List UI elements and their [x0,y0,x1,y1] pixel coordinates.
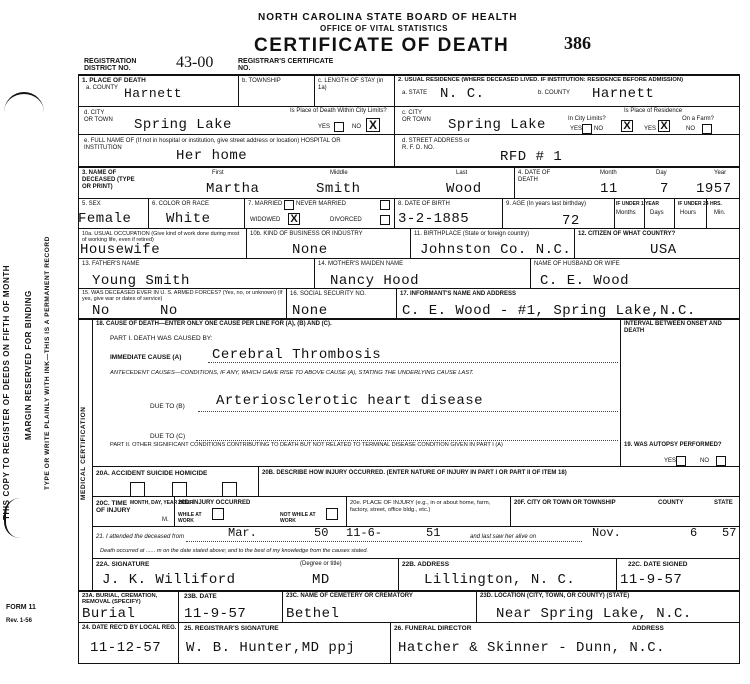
part1-label: PART I. DEATH WAS CAUSED BY: [110,335,213,342]
cause-label: 18. CAUSE OF DEATH—ENTER ONLY ONE CAUSE PER LINE FOR (A), (B) AND (C). [96,321,332,327]
middle-name-value: Smith [316,181,361,197]
place-of-death-label: 1. PLACE OF DEATH [82,77,146,84]
last-saw-month: Nov. [592,526,621,540]
immediate-cause-line [208,362,618,363]
divider [394,198,395,228]
divider [282,590,283,622]
occupation-value: Housewife [80,242,161,258]
never-married-label: NEVER MARRIED [296,201,347,207]
attended-from-day: 50 [314,526,329,540]
sig-address-label: 22B. ADDRESS [402,561,450,568]
registrar-sig-label: 25. REGISTRAR'S SIGNATURE [184,625,279,632]
form-revision: Rev. 1-56 [6,618,32,624]
armed-forces-label: 15. WAS DECEASED EVER IN U. S. ARMED FORCES? (Yes, no, or unknown) (If yes, give war or dates of service) [82,290,283,302]
side-note-binding: MARGIN RESERVED FOR BINDING [24,290,33,440]
days-label: Days [650,210,664,216]
res-state-value: N. C. [440,86,485,102]
res-farm-no-label: NO [686,126,695,132]
age-label: 9. AGE (In years last birthday) [506,201,587,207]
page-title: CERTIFICATE OF DEATH [254,35,510,56]
reg-district-value: 43-00 [176,54,214,71]
father-label: 13. FATHER'S NAME [82,261,140,267]
res-county-label: b. COUNTY [538,90,571,96]
informant-label: 17. INFORMANT'S NAME AND ADDRESS [400,291,516,297]
spouse-value: C. E. Wood [540,273,630,289]
describe-injury-label: 20B. DESCRIBE HOW INJURY OCCURRED. (ENTER NATURE OF INJURY IN PART I OR PART II OF ITEM 18) [262,470,567,476]
divider [148,198,149,228]
funeral-director-label: 26. FUNERAL DIRECTOR [394,625,472,632]
office-title: OFFICE OF VITAL STATISTICS [320,24,448,33]
pod-limits-label: Is Place of Death Within City Limits? [290,108,387,114]
citizen-value: USA [650,242,677,258]
res-farm-yes-label: YES [644,126,657,132]
medical-certification-label: MEDICAL CERTIFICATION [80,406,87,500]
divider [390,622,391,664]
attended-to-year: 51 [426,526,441,540]
divider [510,496,511,526]
divider [502,198,503,228]
divider [394,74,395,166]
location-value: Near Spring Lake, N.C. [496,606,692,622]
interval-label: INTERVAL BETWEEN ONSET AND DEATH [624,321,722,334]
business-value: None [292,242,328,258]
divorced-checkbox[interactable] [380,215,390,225]
sig-address-value: Lillington, N. C. [424,572,576,588]
suicide-checkbox[interactable] [172,482,187,497]
autopsy-yes-checkbox[interactable] [676,456,686,466]
months-label: Months [616,210,636,216]
divider [398,558,399,590]
date-received-value: 11-12-57 [90,640,162,656]
last-name-label: Last [456,170,468,176]
signature-value: J. K. Williford [102,572,236,588]
armed-forces-value: No [92,303,110,319]
rule [78,258,740,259]
divider [238,74,239,106]
autopsy-no-label: NO [700,458,709,464]
funeral-address-label: ADDRESS [632,625,664,632]
pod-limits-no-checkbox[interactable]: X [366,118,380,132]
ssn-value: None [292,303,328,319]
divider [396,288,397,318]
res-place-label: Is Place of Residence [624,108,683,114]
antecedent-label: ANTECEDENT CAUSES—CONDITIONS, IF ANY, WHICH GAVE RISE TO ABOVE CAUSE (A), STATING THE UNDERLYING CAUSE LAST. [110,370,474,376]
injury-state-label: STATE [714,500,733,506]
due-to-b-label: DUE TO (B) [150,403,185,410]
divider [314,74,315,106]
rule [78,166,740,168]
first-name-value: Martha [206,181,260,197]
date-received-label: 24. DATE REC'D BY LOCAL REG. [82,625,177,631]
last-saw-year: 57 [722,526,737,540]
divider [614,198,615,228]
divider [410,228,411,258]
divider [616,558,617,590]
due-to-b-value: Arteriosclerotic heart disease [216,393,484,409]
attended-to-month: 11-6- [346,526,383,540]
informant-value: C. E. Wood - #1, Spring Lake,N.C. [402,303,696,319]
time-injury-sub: MONTH, DAY, YEAR HOUR [130,500,194,506]
cemetery-label: 23C. NAME OF CEMETERY OR CREMATORY [286,593,413,599]
immediate-cause-value: Cerebral Thrombosis [212,347,382,363]
pod-yes-label: YES [318,124,331,130]
widowed-checkbox[interactable]: X [288,213,300,225]
degree-value: MD [312,572,330,588]
res-street-value: RFD # 1 [500,149,563,165]
mother-value: Nancy Hood [330,273,420,289]
occupation-label: 10a. USUAL OCCUPATION (Give kind of work done during most of working life, even if retired) [82,231,240,243]
birthplace-value: Johnston Co. N.C. [420,242,572,258]
res-county-value: Harnett [592,86,655,102]
not-work-label: NOT WHILE AT WORK [280,512,316,524]
sex-label: 5. SEX [82,201,101,207]
res-street-label: d. STREET ADDRESS or R. F. D. NO. [402,138,470,151]
injury-city-label: 20F. CITY OR TOWN OR TOWNSHIP [514,500,616,506]
accident-checkbox[interactable] [130,482,145,497]
time-injury-label: 20C. TIME OF INJURY [96,500,131,514]
res-farm-label: On a Farm? [682,116,715,122]
signature-label: 22A. SIGNATURE [96,561,150,568]
min-label: Min. [714,210,726,216]
funeral-director-value: Hatcher & Skinner - Dunn, N.C. [398,640,666,656]
date-of-death-label: 4. DATE OF DEATH [518,170,551,183]
rule [92,526,740,527]
divider [514,166,515,198]
pod-county-value: Harnett [124,86,183,101]
sex-value: Female [78,211,132,227]
burial-date-label: 23B. DATE [184,593,217,600]
divider [674,198,675,228]
pod-stay-label: c. LENGTH OF STAY (in 1a) [318,78,384,91]
divider [92,318,93,590]
age-value: 72 [562,213,580,229]
rule [92,558,740,559]
attended-from-month: Mar. [228,526,257,540]
last-saw-day: 6 [690,526,698,540]
ssn-label: 16. SOCIAL SECURITY NO. [290,291,367,297]
res-incity-yes-label: YES [570,126,583,132]
time-injury-m: M. [162,517,169,523]
side-note-register: THIS COPY TO REGISTER OF DEEDS ON FIFTH OF MONTH [2,264,11,520]
accident-label: 20A. ACCIDENT SUICIDE HOMICIDE [96,470,208,477]
armed-service-value: No [160,303,178,319]
burial-label: 23A. BURIAL, CREMATION, REMOVAL (SPECIFY) [82,593,158,605]
divider [530,258,531,288]
burial-date-value: 11-9-57 [184,606,247,622]
attended-line [186,541,582,542]
rule [92,466,740,467]
reg-district-label: REGISTRATION DISTRICT NO. [84,58,137,72]
due-to-b-line [198,411,618,412]
dod-month-value: 11 [600,181,618,197]
autopsy-label: 19. WAS AUTOPSY PERFORMED? [624,442,722,448]
rule [78,228,740,229]
part2-label: PART II. OTHER SIGNIFICANT CONDITIONS CONTRIBUTING TO DEATH BUT NOT RELATED TO TERMINAL DISEASE CONDITION GIVEN IN PART I (A) [110,442,503,448]
first-name-label: First [212,170,224,176]
form-number: FORM 11 [6,604,36,611]
attended-text: 21. I attended the deceased from [96,534,185,540]
due-to-c-label: DUE TO (C) [150,433,186,440]
married-label: 7. MARRIED [248,201,283,207]
binding-curve-top [4,92,44,120]
pod-city-label: d. CITY OR TOWN [84,110,113,123]
while-work-label: WHILE AT WORK [178,512,202,524]
not-work-checkbox[interactable] [326,508,338,520]
immediate-cause-label: IMMEDIATE CAUSE (A) [110,354,182,361]
business-label: 10b. KIND OF BUSINESS OR INDUSTRY [250,231,363,237]
res-city-label: c. CITY OR TOWN [402,110,431,123]
birth-date-value: 3-2-1885 [398,211,470,227]
pod-hospital-value: Her home [176,148,248,164]
injury-occurred-label: 20D. INJURY OCCURRED [178,500,251,506]
autopsy-yes-label: YES [664,458,677,464]
divider [314,258,315,288]
death-occurred-text: Death occurred at ...... m on the date stated above; and to the best of my knowledge from the causes stated. [100,548,369,554]
binding-curve-bottom [4,498,20,538]
divider [346,496,347,526]
injury-county-label: COUNTY [658,500,684,506]
autopsy-no-checkbox[interactable] [716,456,726,466]
divider [258,466,259,496]
under24-label: IF UNDER 24 HRS. [678,201,722,207]
rule [78,74,740,76]
divorced-label: DIVORCED [330,217,362,223]
rule [78,198,740,199]
spouse-label: NAME OF HUSBAND OR WIFE [534,261,620,267]
res-incity-no-label: NO [594,126,603,132]
father-value: Young Smith [92,273,190,289]
burial-value: Burial [82,606,136,622]
never-married-checkbox[interactable] [380,200,390,210]
birthplace-label: 11. BIRTHPLACE (State or foreign country) [414,231,530,237]
last-saw-text: and last saw her alive on [470,534,537,540]
residence-label: 2. USUAL RESIDENCE (WHERE DECEASED LIVED. IF INSTITUTION: RESIDENCE BEFORE ADMISSION) [398,77,684,83]
hours-label: Hours [680,210,697,216]
pod-township-label: b. TOWNSHIP [242,78,281,84]
color-value: White [166,211,211,227]
dod-year-label: Year [714,170,727,176]
dod-month-label: Month [600,170,617,176]
side-note-permanent: TYPE OR WRITE PLAINLY WITH INK—THIS IS A PERMANENT RECORD [44,235,51,490]
res-incity-yes-checkbox[interactable] [582,124,592,134]
divider [476,590,477,622]
color-label: 6. COLOR OR RACE [152,201,210,207]
name-label: 3. NAME OF DECEASED (TYPE OR PRINT) [82,170,135,190]
registrar-cert-label: REGISTRAR'S CERTIFICATE NO. [238,58,334,72]
divider [178,590,179,664]
board-title: NORTH CAROLINA STATE BOARD OF HEALTH [258,12,518,23]
pod-hospital-label: e. FULL NAME OF (If not in hospital or institution, give street address or location) HOSPITAL OR INSTITUTION [84,138,341,151]
married-checkbox[interactable] [284,200,294,210]
birth-date-label: 8. DATE OF BIRTH [398,201,450,207]
divider [574,228,575,258]
rule [78,134,740,135]
rule [92,496,740,497]
homicide-checkbox[interactable] [222,482,237,497]
res-incity-label: In City Limits? [568,116,606,122]
pod-city-value: Spring Lake [134,117,232,133]
certificate-number: 386 [564,33,591,53]
rule [78,106,740,107]
pod-county-label: a. COUNTY [86,85,119,91]
dod-day-value: 7 [660,181,669,197]
widowed-label: WIDOWED [250,217,281,223]
date-signed-value: 11-9-57 [620,572,683,588]
res-farm-no-checkbox[interactable] [702,124,712,134]
cemetery-value: Bethel [286,606,340,622]
mother-label: 14. MOTHER'S MAIDEN NAME [318,261,404,267]
under1-label: IF UNDER 1 YEAR [616,201,659,207]
divider [620,318,621,466]
date-signed-label: 22C. DATE SIGNED [628,561,688,568]
registrar-sig-value: W. B. Hunter,MD ppj [186,640,356,656]
degree-label: (Degree or title) [300,561,342,567]
last-name-value: Wood [446,181,482,197]
citizen-label: 12. CITIZEN OF WHAT COUNTRY? [578,231,676,237]
res-incity-no-checkbox[interactable]: X [621,120,633,132]
dod-day-label: Day [656,170,667,176]
while-work-checkbox[interactable] [212,508,224,520]
dod-year-value: 1957 [696,181,732,197]
res-city-value: Spring Lake [448,117,546,133]
res-state-label: a. STATE [402,90,428,96]
pod-limits-yes-checkbox[interactable] [334,122,344,132]
location-label: 23D. LOCATION (CITY, TOWN, OR COUNTY) (STATE) [480,593,630,599]
res-farm-yes-checkbox[interactable]: X [658,120,670,132]
divider [246,228,247,258]
pod-no-label: NO [352,124,361,130]
divider [244,198,245,228]
place-injury-label: 20e. PLACE OF INJURY (e.g., in or about home, farm, factory, street, office bldg., etc.) [350,500,491,513]
due-to-c-line [196,440,618,441]
middle-name-label: Middle [330,170,348,176]
